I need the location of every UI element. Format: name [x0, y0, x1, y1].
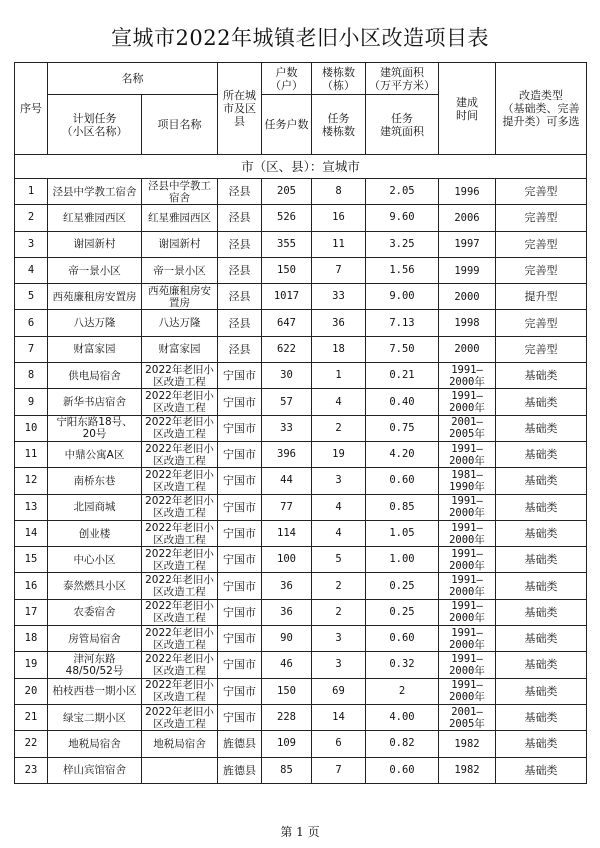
project-name-cell: 泾县中学教工宿舍	[142, 179, 218, 205]
row-number: 22	[15, 731, 48, 757]
built-time-cell: 2000	[439, 336, 496, 362]
project-name-cell: 2022年老旧小区改造工程	[142, 626, 218, 652]
type-cell: 基础类	[496, 704, 587, 730]
plan-task-cell: 泰然燃具小区	[48, 573, 142, 599]
area-cell: 2	[366, 678, 439, 704]
type-cell: 基础类	[496, 678, 587, 704]
built-time-cell: 1991—2000年	[439, 573, 496, 599]
row-number: 19	[15, 652, 48, 678]
area-cell: 7.50	[366, 336, 439, 362]
plan-task-cell: 西苑廉租房安置房	[48, 284, 142, 310]
area-cell: 9.00	[366, 284, 439, 310]
table-row	[15, 415, 587, 441]
area-cell: 1.05	[366, 520, 439, 546]
type-cell: 基础类	[496, 547, 587, 573]
table-row	[15, 179, 587, 205]
area-cell: 0.82	[366, 731, 439, 757]
type-cell: 基础类	[496, 573, 587, 599]
header-buildings: 楼栋数 （栋）	[312, 63, 366, 95]
row-number: 4	[15, 257, 48, 283]
project-name-cell: 谢园新村	[142, 231, 218, 257]
buildings-cell: 1	[312, 363, 366, 389]
project-name-cell: 2022年老旧小区改造工程	[142, 678, 218, 704]
plan-task-cell: 津河东路48/50/52号	[48, 652, 142, 678]
buildings-cell: 2	[312, 599, 366, 625]
buildings-cell: 33	[312, 284, 366, 310]
built-time-cell: 1991—2000年	[439, 494, 496, 520]
page-number: 第 1 页	[280, 825, 320, 839]
plan-task-cell: 财富家园	[48, 336, 142, 362]
area-cell: 1.00	[366, 547, 439, 573]
built-time-cell: 2000	[439, 284, 496, 310]
header-name-group: 名称	[48, 63, 218, 95]
households-cell: 100	[262, 547, 312, 573]
plan-task-cell: 宁阳东路18号、20号	[48, 415, 142, 441]
county-cell: 宁国市	[218, 547, 262, 573]
county-cell: 泾县	[218, 284, 262, 310]
built-time-cell: 1991—2000年	[439, 520, 496, 546]
area-cell: 4.20	[366, 441, 439, 467]
project-name-cell: 2022年老旧小区改造工程	[142, 415, 218, 441]
built-time-cell: 1991—2000年	[439, 389, 496, 415]
households-cell: 526	[262, 205, 312, 231]
header-project-name: 项目名称	[142, 95, 218, 155]
row-number: 14	[15, 520, 48, 546]
plan-task-cell: 南桥东巷	[48, 468, 142, 494]
area-cell: 0.25	[366, 599, 439, 625]
built-time-cell: 2006	[439, 205, 496, 231]
row-number: 10	[15, 415, 48, 441]
households-cell: 228	[262, 704, 312, 730]
area-cell: 0.75	[366, 415, 439, 441]
table-row	[15, 205, 587, 231]
households-cell: 44	[262, 468, 312, 494]
built-time-cell: 1991—2000年	[439, 652, 496, 678]
row-number: 21	[15, 704, 48, 730]
households-cell: 90	[262, 626, 312, 652]
built-time-cell: 1991—2000年	[439, 363, 496, 389]
project-name-cell: 2022年老旧小区改造工程	[142, 520, 218, 546]
county-cell: 宁国市	[218, 494, 262, 520]
type-cell: 完善型	[496, 231, 587, 257]
type-cell: 完善型	[496, 257, 587, 283]
area-cell: 0.85	[366, 494, 439, 520]
plan-task-cell: 北园商城	[48, 494, 142, 520]
project-table	[14, 62, 587, 784]
built-time-cell: 1996	[439, 179, 496, 205]
type-cell: 基础类	[496, 441, 587, 467]
area-cell: 3.25	[366, 231, 439, 257]
plan-task-cell: 中心小区	[48, 547, 142, 573]
households-cell: 1017	[262, 284, 312, 310]
type-cell: 完善型	[496, 179, 587, 205]
buildings-cell: 5	[312, 547, 366, 573]
header-households-task: 任务户数	[262, 95, 312, 155]
buildings-cell: 19	[312, 441, 366, 467]
project-name-cell: 2022年老旧小区改造工程	[142, 547, 218, 573]
built-time-cell: 1991—2000年	[439, 678, 496, 704]
county-cell: 宁国市	[218, 652, 262, 678]
households-cell: 355	[262, 231, 312, 257]
households-cell: 150	[262, 678, 312, 704]
project-name-cell: 2022年老旧小区改造工程	[142, 652, 218, 678]
county-cell: 旌德县	[218, 757, 262, 783]
households-cell: 150	[262, 257, 312, 283]
project-name-cell	[142, 757, 218, 783]
table-row	[15, 547, 587, 573]
households-cell: 647	[262, 310, 312, 336]
table-row	[15, 231, 587, 257]
plan-task-cell: 农委宿舍	[48, 599, 142, 625]
plan-task-cell: 绿宝二期小区	[48, 704, 142, 730]
row-number: 3	[15, 231, 48, 257]
area-cell: 0.60	[366, 626, 439, 652]
households-cell: 30	[262, 363, 312, 389]
plan-task-cell: 创业楼	[48, 520, 142, 546]
type-cell: 基础类	[496, 363, 587, 389]
area-cell: 0.25	[366, 573, 439, 599]
table-row	[15, 284, 587, 310]
project-name-cell: 2022年老旧小区改造工程	[142, 573, 218, 599]
header-seq: 序号	[15, 63, 48, 155]
type-cell: 完善型	[496, 336, 587, 362]
row-number: 16	[15, 573, 48, 599]
county-cell: 旌德县	[218, 731, 262, 757]
table-row	[15, 678, 587, 704]
buildings-cell: 7	[312, 757, 366, 783]
header-city-county: 所在城市及区县	[218, 63, 262, 155]
buildings-cell: 7	[312, 257, 366, 283]
row-number: 15	[15, 547, 48, 573]
area-cell: 0.60	[366, 757, 439, 783]
type-cell: 基础类	[496, 626, 587, 652]
type-cell: 基础类	[496, 415, 587, 441]
row-number: 20	[15, 678, 48, 704]
row-number: 8	[15, 363, 48, 389]
buildings-cell: 16	[312, 205, 366, 231]
buildings-cell: 8	[312, 179, 366, 205]
households-cell: 46	[262, 652, 312, 678]
type-cell: 基础类	[496, 520, 587, 546]
plan-task-cell: 八达万隆	[48, 310, 142, 336]
table-row	[15, 336, 587, 362]
type-cell: 完善型	[496, 205, 587, 231]
type-cell: 基础类	[496, 599, 587, 625]
project-name-cell: 2022年老旧小区改造工程	[142, 389, 218, 415]
type-cell: 基础类	[496, 757, 587, 783]
plan-task-cell: 泾县中学教工宿舍	[48, 179, 142, 205]
project-name-cell: 2022年老旧小区改造工程	[142, 599, 218, 625]
table-row	[15, 494, 587, 520]
buildings-cell: 3	[312, 652, 366, 678]
buildings-cell: 2	[312, 573, 366, 599]
header-area: 建筑面积 （万平方米）	[366, 63, 439, 95]
project-name-cell: 西苑廉租房安置房	[142, 284, 218, 310]
table-row	[15, 520, 587, 546]
built-time-cell: 1991—2000年	[439, 547, 496, 573]
county-cell: 宁国市	[218, 599, 262, 625]
county-cell: 泾县	[218, 179, 262, 205]
row-number: 17	[15, 599, 48, 625]
row-number: 12	[15, 468, 48, 494]
project-name-cell: 2022年老旧小区改造工程	[142, 468, 218, 494]
type-cell: 基础类	[496, 652, 587, 678]
table-row	[15, 257, 587, 283]
households-cell: 205	[262, 179, 312, 205]
type-cell: 提升型	[496, 284, 587, 310]
county-cell: 宁国市	[218, 704, 262, 730]
header-households: 户数 （户）	[262, 63, 312, 95]
row-number: 7	[15, 336, 48, 362]
households-cell: 57	[262, 389, 312, 415]
row-number: 2	[15, 205, 48, 231]
area-cell: 1.56	[366, 257, 439, 283]
plan-task-cell: 中鼎公寓A区	[48, 441, 142, 467]
households-cell: 77	[262, 494, 312, 520]
households-cell: 36	[262, 573, 312, 599]
buildings-cell: 11	[312, 231, 366, 257]
area-cell: 0.40	[366, 389, 439, 415]
households-cell: 622	[262, 336, 312, 362]
buildings-cell: 3	[312, 468, 366, 494]
county-cell: 泾县	[218, 310, 262, 336]
project-name-cell: 八达万隆	[142, 310, 218, 336]
header-buildings-task: 任务 楼栋数	[312, 95, 366, 155]
project-name-cell: 地税局宿舍	[142, 731, 218, 757]
header-area-task: 任务 建筑面积	[366, 95, 439, 155]
header-plan-task: 计划任务 （小区名称）	[48, 95, 142, 155]
area-cell: 0.21	[366, 363, 439, 389]
buildings-cell: 6	[312, 731, 366, 757]
row-number: 6	[15, 310, 48, 336]
county-cell: 泾县	[218, 205, 262, 231]
buildings-cell: 4	[312, 520, 366, 546]
plan-task-cell: 梓山宾馆宿舍	[48, 757, 142, 783]
type-cell: 基础类	[496, 389, 587, 415]
area-cell: 9.60	[366, 205, 439, 231]
plan-task-cell: 新华书店宿舍	[48, 389, 142, 415]
county-cell: 宁国市	[218, 363, 262, 389]
table-row	[15, 389, 587, 415]
project-name-cell: 帝一景小区	[142, 257, 218, 283]
built-time-cell: 2001—2005年	[439, 704, 496, 730]
table-row	[15, 310, 587, 336]
built-time-cell: 1982	[439, 757, 496, 783]
table-row	[15, 573, 587, 599]
built-time-cell: 1998	[439, 310, 496, 336]
buildings-cell: 14	[312, 704, 366, 730]
page-title: 宣城市2022年城镇老旧小区改造项目表	[111, 26, 489, 50]
plan-task-cell: 房管局宿舍	[48, 626, 142, 652]
buildings-cell: 69	[312, 678, 366, 704]
buildings-cell: 3	[312, 626, 366, 652]
type-cell: 基础类	[496, 468, 587, 494]
county-cell: 泾县	[218, 231, 262, 257]
row-number: 13	[15, 494, 48, 520]
county-cell: 泾县	[218, 336, 262, 362]
buildings-cell: 36	[312, 310, 366, 336]
built-time-cell: 1999	[439, 257, 496, 283]
buildings-cell: 4	[312, 389, 366, 415]
households-cell: 396	[262, 441, 312, 467]
plan-task-cell: 供电局宿舍	[48, 363, 142, 389]
county-cell: 宁国市	[218, 520, 262, 546]
households-cell: 36	[262, 599, 312, 625]
built-time-cell: 1982	[439, 731, 496, 757]
area-cell: 2.05	[366, 179, 439, 205]
project-name-cell: 2022年老旧小区改造工程	[142, 494, 218, 520]
plan-task-cell: 红星雅园西区	[48, 205, 142, 231]
households-cell: 109	[262, 731, 312, 757]
buildings-cell: 18	[312, 336, 366, 362]
plan-task-cell: 帝一景小区	[48, 257, 142, 283]
table-row	[15, 652, 587, 678]
area-cell: 0.60	[366, 468, 439, 494]
households-cell: 114	[262, 520, 312, 546]
table-row	[15, 731, 587, 757]
section-label: 市（区、县）：宣城市	[15, 155, 587, 179]
county-cell: 宁国市	[218, 441, 262, 467]
row-number: 23	[15, 757, 48, 783]
county-cell: 宁国市	[218, 626, 262, 652]
project-name-cell: 2022年老旧小区改造工程	[142, 704, 218, 730]
project-name-cell: 财富家园	[142, 336, 218, 362]
plan-task-cell: 谢园新村	[48, 231, 142, 257]
table-row	[15, 626, 587, 652]
households-cell: 85	[262, 757, 312, 783]
built-time-cell: 1981—1990年	[439, 468, 496, 494]
plan-task-cell: 柏枝西巷一期小区	[48, 678, 142, 704]
area-cell: 0.32	[366, 652, 439, 678]
county-cell: 宁国市	[218, 389, 262, 415]
plan-task-cell: 地税局宿舍	[48, 731, 142, 757]
row-number: 1	[15, 179, 48, 205]
county-cell: 泾县	[218, 257, 262, 283]
buildings-cell: 4	[312, 494, 366, 520]
row-number: 9	[15, 389, 48, 415]
built-time-cell: 1991—2000年	[439, 599, 496, 625]
type-cell: 基础类	[496, 731, 587, 757]
row-number: 5	[15, 284, 48, 310]
table-row	[15, 704, 587, 730]
row-number: 18	[15, 626, 48, 652]
header-built-time: 建成 时间	[439, 63, 496, 155]
type-cell: 完善型	[496, 310, 587, 336]
built-time-cell: 1991—2000年	[439, 626, 496, 652]
table-row	[15, 363, 587, 389]
area-cell: 4.00	[366, 704, 439, 730]
built-time-cell: 2001—2005年	[439, 415, 496, 441]
county-cell: 宁国市	[218, 415, 262, 441]
project-name-cell: 2022年老旧小区改造工程	[142, 441, 218, 467]
buildings-cell: 2	[312, 415, 366, 441]
project-name-cell: 2022年老旧小区改造工程	[142, 363, 218, 389]
area-cell: 7.13	[366, 310, 439, 336]
households-cell: 33	[262, 415, 312, 441]
header-type: 改造类型 （基础类、完善提升类）可多选	[496, 63, 587, 155]
project-name-cell: 红星雅园西区	[142, 205, 218, 231]
county-cell: 宁国市	[218, 573, 262, 599]
type-cell: 基础类	[496, 494, 587, 520]
table-row	[15, 468, 587, 494]
row-number: 11	[15, 441, 48, 467]
table-row	[15, 599, 587, 625]
built-time-cell: 1997	[439, 231, 496, 257]
built-time-cell: 1991—2000年	[439, 441, 496, 467]
county-cell: 宁国市	[218, 468, 262, 494]
table-row	[15, 441, 587, 467]
county-cell: 宁国市	[218, 678, 262, 704]
table-row	[15, 757, 587, 783]
